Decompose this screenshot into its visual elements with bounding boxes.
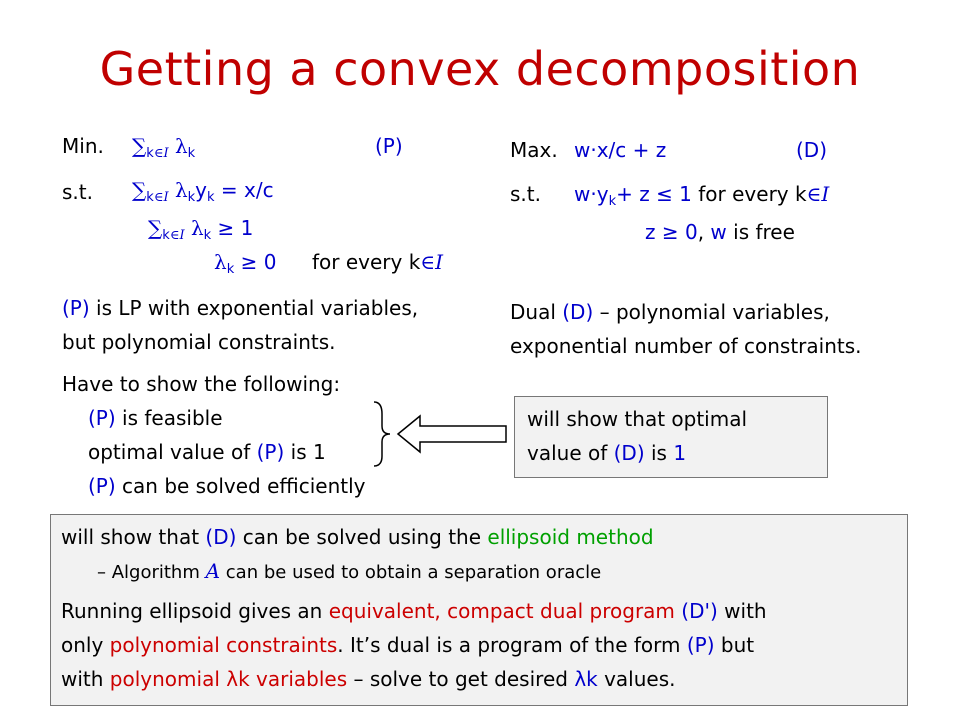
primal-note-line-2: but polynomial constraints. [62, 330, 336, 354]
right-brace-icon [374, 402, 390, 466]
dual-st-label: s.t. [510, 182, 541, 206]
dual-note-line-2: exponential number of constraints. [510, 334, 862, 358]
primal-constraint-3: $\lambda_k \ge 0$ [214, 250, 277, 277]
show-item-efficient: (P) can be solved efficiently [88, 474, 366, 498]
bottom-line-1: will show that (D) can be solved using the ellipsoid method [61, 525, 654, 549]
bottom-line-3: Running ellipsoid gives an equivalent, compact dual program (D') with [61, 599, 767, 623]
dual-tag: (D) [796, 138, 828, 162]
primal-note-line-1: (P) is LP with exponential variables, [62, 296, 419, 320]
callout-line-2: value of (D) is 1 [527, 441, 687, 465]
left-arrow-icon [398, 416, 506, 452]
brace-arrow-graphic [368, 398, 508, 470]
bottom-line-5: with polynomial λk variables – solve to get desired λk values. [61, 667, 676, 691]
dual-constraint-2: z ≥ 0, w is free [645, 220, 795, 244]
primal-st-label: s.t. [62, 180, 93, 204]
bottom-line-4: only polynomial constraints. It’s dual is a program of the form (P) but [61, 633, 755, 657]
show-heading: Have to show the following: [62, 372, 341, 396]
callout-box [514, 396, 828, 478]
primal-constraint-1: $\sum_{k\in I}$ $\lambda_ky_k = x/c$ [132, 178, 274, 205]
show-item-feasible: (P) is feasible [88, 406, 223, 430]
primal-constraint-3-for: for every k∈I [312, 250, 444, 274]
page-title: Getting a convex decomposition [99, 42, 861, 96]
bottom-line-2: – Algorithm A can be used to obtain a separation oracle [97, 559, 602, 583]
dual-constraint-1: $w\cdot y_k+ z \le 1$ for every k∈I [574, 182, 830, 209]
bottom-box [50, 514, 908, 706]
dual-note-line-1: Dual (D) – polynomial variables, [510, 300, 830, 324]
dual-max-label: Max. [510, 138, 558, 162]
primal-tag: (P) [375, 134, 403, 158]
primal-min-label: Min. [62, 134, 104, 158]
dual-objective: w·x/c + z [574, 138, 667, 162]
primal-constraint-2: $\sum_{k\in I}$ $\lambda_k \ge 1$ [148, 216, 254, 243]
primal-objective: $\sum_{k\in I}$ $\lambda_k$ [132, 134, 196, 161]
show-item-optimal: optimal value of (P) is 1 [88, 440, 326, 464]
callout-line-1: will show that optimal [527, 407, 748, 431]
